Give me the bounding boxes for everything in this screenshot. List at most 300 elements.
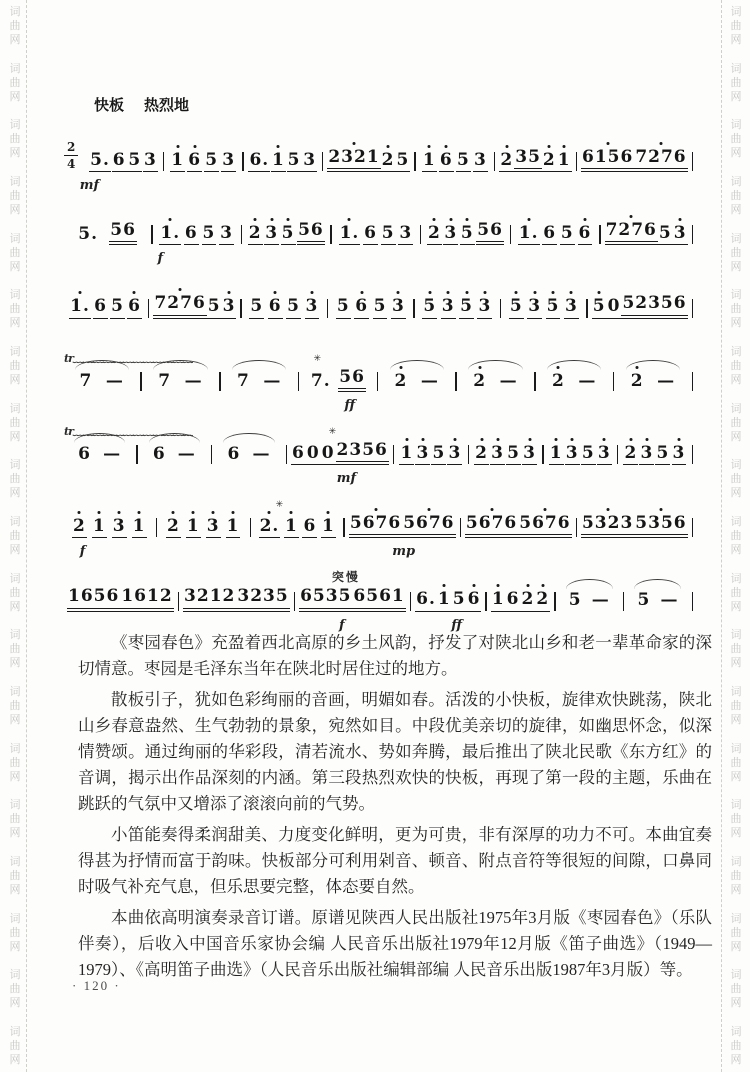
star-mark: ✳ — [328, 425, 337, 436]
barline — [623, 592, 624, 611]
note: 3235 — [236, 586, 289, 611]
watermark-text — [5, 573, 25, 613]
watermark-char: 曲 — [9, 756, 21, 769]
note: 5 — [560, 223, 575, 245]
dashed-border-left — [26, 0, 27, 1072]
watermark-text — [726, 856, 746, 896]
barline — [554, 592, 555, 611]
measure-row — [64, 140, 694, 172]
note: 2 — [499, 150, 514, 172]
watermark-char: 词 — [9, 855, 21, 868]
note: 5 — [422, 296, 437, 318]
measure — [64, 442, 135, 465]
note: 7 — [79, 370, 93, 391]
measure — [557, 588, 622, 611]
note: 6 — [268, 296, 283, 318]
barline — [393, 445, 394, 464]
watermark-text — [5, 856, 25, 896]
measure-row — [64, 218, 694, 245]
watermark-char: 词 — [9, 629, 21, 642]
watermark-char: 词 — [9, 459, 21, 472]
watermark-char: 词 — [730, 685, 742, 698]
watermark-text — [726, 459, 746, 499]
note: 3 — [222, 296, 237, 318]
watermark-text — [5, 119, 25, 159]
watermark-char: 网 — [730, 713, 742, 726]
barline — [298, 372, 299, 391]
watermark-char: 词 — [730, 629, 742, 642]
watermark-char: 网 — [730, 317, 742, 330]
paragraph-intro: 《枣园春色》充盈着西北高原的乡土风韵，抒发了对陕北山乡和老一辈革命家的深切情意。枣园是毛泽东当年在陕北时居住过的地方。 — [78, 633, 712, 678]
barline — [510, 225, 511, 244]
note: — — [252, 443, 271, 464]
watermark-char: 曲 — [9, 983, 21, 996]
note: 3 — [597, 443, 612, 465]
note: 2 — [542, 150, 557, 172]
barline — [692, 152, 693, 171]
note: 1 — [437, 589, 452, 611]
watermark-char: 曲 — [730, 586, 742, 599]
note: 3 — [443, 223, 458, 245]
watermark-char: 曲 — [730, 869, 742, 882]
watermark-char: 曲 — [730, 756, 742, 769]
watermark-char: 网 — [9, 1053, 21, 1066]
watermark-text — [5, 799, 25, 839]
watermark-char: 网 — [730, 883, 742, 896]
note: 6535 — [299, 586, 352, 611]
measure — [64, 514, 155, 538]
note: 5 — [509, 296, 524, 318]
note: 3 — [112, 516, 127, 538]
watermark-char: 词 — [9, 345, 21, 358]
watermark-text — [726, 913, 746, 953]
note: 5 — [431, 443, 446, 465]
note: 5676 — [518, 513, 571, 538]
watermark-char: 词 — [9, 572, 21, 585]
watermark-char: 曲 — [9, 303, 21, 316]
note: 5 — [506, 443, 521, 465]
music-line — [64, 570, 694, 633]
note: 2 — [552, 370, 565, 391]
watermark-char: 词 — [730, 119, 742, 132]
watermark-char: 词 — [730, 402, 742, 415]
note: 5 — [581, 443, 596, 465]
note: 6 — [578, 223, 593, 245]
note: 1 — [491, 589, 506, 611]
note: 0 — [306, 443, 321, 465]
note: 2 — [474, 443, 489, 465]
note: 2 — [630, 370, 644, 391]
note: 1 — [186, 516, 201, 538]
note: 56 — [338, 367, 366, 392]
music-line — [64, 351, 694, 413]
note: 1. — [69, 296, 91, 318]
measure — [64, 369, 139, 392]
watermark-char: 词 — [9, 515, 21, 528]
note: 3212 — [183, 586, 236, 611]
note: 56 — [476, 220, 504, 245]
music-line — [64, 127, 694, 193]
watermark-char: 词 — [9, 969, 21, 982]
note: 6 — [127, 296, 142, 318]
note: 56 — [109, 220, 137, 245]
watermark-char: 网 — [730, 34, 742, 46]
note: 3 — [473, 150, 488, 172]
note: 1. — [339, 223, 361, 245]
barline — [178, 592, 179, 611]
note: 2 — [521, 589, 536, 611]
watermark-text — [5, 629, 25, 669]
measure — [379, 369, 454, 392]
watermark-text — [726, 6, 746, 46]
note: 2. — [259, 516, 281, 538]
watermark-text — [5, 289, 25, 329]
tempo-marking: 快板 — [94, 98, 125, 114]
watermark-char: 曲 — [730, 473, 742, 486]
note: 1 — [170, 150, 185, 172]
watermark-char: 词 — [730, 459, 742, 472]
dashed-border-right — [721, 0, 722, 1072]
barline — [534, 372, 535, 391]
trill-mark: tr﹏﹏﹏﹏﹏﹏﹏﹏﹏﹏﹏﹏ — [64, 351, 193, 365]
watermark-char: 网 — [730, 260, 742, 273]
barline — [455, 372, 456, 391]
watermark-char: 曲 — [730, 643, 742, 656]
watermark-char: 词 — [9, 289, 21, 302]
measure — [422, 218, 508, 245]
barline — [343, 518, 344, 537]
watermark-char: 词 — [9, 175, 21, 188]
watermark-char: 词 — [9, 742, 21, 755]
watermark-char: 词 — [9, 232, 21, 245]
note: 6 — [542, 223, 557, 245]
note: 6 — [354, 296, 369, 318]
watermark-char: 网 — [9, 713, 21, 726]
watermark-text — [5, 913, 25, 953]
measure — [296, 584, 409, 611]
note: 3 — [639, 443, 654, 465]
barline — [576, 518, 577, 537]
watermark-char: 网 — [730, 827, 742, 840]
barline — [136, 445, 137, 464]
note: 5 — [637, 590, 651, 611]
watermark-char: 网 — [730, 90, 742, 103]
note: — — [105, 370, 124, 391]
note: 2 — [535, 589, 550, 611]
watermark-char: 网 — [9, 203, 21, 216]
watermark-char: 网 — [730, 940, 742, 953]
watermark-char: 网 — [730, 1053, 742, 1066]
barline — [692, 299, 693, 318]
note: 3 — [564, 296, 579, 318]
note: 5 — [204, 150, 219, 172]
paragraph-source: 本曲依高明演奏录音订谱。原谱见陕西人民出版社1975年3月版《枣园春色》（乐队伴奏），后收入中国音乐家协会编 人民音乐出版社1979年12月版《笛子曲选》（1949—1979）、《高明笛子曲选》（人民音乐出版社编辑部编 人民音乐出版1987年3月版）等。 — [78, 908, 712, 979]
barline — [542, 445, 543, 464]
measure — [243, 218, 329, 245]
watermark-char: 曲 — [9, 473, 21, 486]
note: 2 — [473, 370, 487, 391]
barline — [460, 518, 461, 537]
watermark-char: 词 — [730, 799, 742, 812]
watermark-text — [726, 346, 746, 386]
watermark-text — [5, 346, 25, 386]
barline — [211, 445, 212, 464]
measure-row — [64, 291, 694, 318]
watermark-text — [5, 63, 25, 103]
watermark-text — [726, 119, 746, 159]
watermark-char: 曲 — [730, 1039, 742, 1052]
measure — [412, 587, 484, 611]
note: — — [184, 370, 203, 391]
note: 5 — [568, 590, 582, 611]
watermark-char: 词 — [9, 119, 21, 132]
measure — [85, 148, 161, 172]
note: 3 — [219, 223, 234, 245]
watermark-char: 网 — [730, 600, 742, 613]
watermark-char: 曲 — [9, 529, 21, 542]
dynamics-mark: ff — [344, 397, 356, 413]
watermark-text — [5, 459, 25, 499]
watermark-text — [5, 516, 25, 556]
watermark-char: 曲 — [9, 699, 21, 712]
barline — [286, 445, 287, 464]
watermark-char: 词 — [730, 345, 742, 358]
note: 0 — [607, 296, 622, 318]
dynamics-mark: mf — [336, 471, 357, 486]
note: 7 — [237, 370, 250, 391]
tempo-heading — [94, 94, 694, 115]
note: 6 — [78, 443, 91, 464]
note: 7 — [158, 370, 172, 391]
watermark-char: 曲 — [730, 246, 742, 259]
measure — [243, 294, 326, 318]
measure — [470, 441, 541, 465]
note: 7276 — [153, 293, 206, 318]
trill-mark: tr﹏﹏﹏﹏﹏﹏﹏﹏﹏﹏﹏﹏ — [64, 424, 193, 438]
note: 3 — [264, 223, 279, 245]
watermark-char: 网 — [9, 997, 21, 1010]
paragraph-performance-tips: 小笛能奏得柔润甜美、力度变化鲜明，更为可贵，非有深厚的功力不可。本曲宜奏得甚为抒情而富于韵味。快板部分可利用剁音、顿音、附点音符等很短的间隙，口鼻同时吸气补充气息，但乐思要完整，体态要自然。 — [78, 825, 712, 896]
note: 6 — [302, 516, 317, 538]
measure-row — [64, 511, 694, 538]
note: 5 — [459, 296, 474, 318]
note: 5 — [592, 296, 607, 318]
note: 3 — [673, 223, 688, 245]
watermark-char: 网 — [9, 657, 21, 670]
barline — [156, 518, 157, 537]
measure — [395, 441, 466, 465]
star-mark: ✳ — [275, 499, 284, 509]
watermark-char: 词 — [9, 6, 21, 18]
note: 3 — [477, 296, 492, 318]
measure — [537, 369, 612, 392]
measure — [462, 511, 575, 538]
note: 0 — [321, 443, 336, 465]
note: 1 — [549, 443, 564, 465]
measure — [417, 148, 493, 172]
note: 3 — [672, 443, 687, 465]
note: 5 — [658, 223, 673, 245]
measure — [619, 441, 690, 465]
watermark-text — [5, 403, 25, 443]
watermark-text — [726, 516, 746, 556]
barline — [241, 225, 242, 244]
note: 5 — [286, 296, 301, 318]
watermark-char: 网 — [9, 600, 21, 613]
measure — [578, 145, 691, 172]
measure — [300, 365, 375, 392]
measure — [333, 221, 419, 245]
watermark-text — [726, 743, 746, 783]
note: — — [499, 370, 518, 391]
note: 5 — [452, 589, 467, 611]
note: 1 — [321, 516, 336, 538]
watermark-char: 词 — [730, 6, 742, 18]
note: 3 — [565, 443, 580, 465]
watermark-char: 词 — [730, 742, 742, 755]
barline — [617, 445, 618, 464]
watermark-char: 网 — [730, 203, 742, 216]
note: 5. — [78, 224, 98, 244]
watermark-text — [5, 969, 25, 1009]
watermark-char: 词 — [9, 912, 21, 925]
note: 7. — [310, 370, 331, 391]
watermark-char: 网 — [9, 147, 21, 160]
measure — [64, 294, 147, 318]
watermark-char: 曲 — [730, 416, 742, 429]
watermark-char: 词 — [730, 232, 742, 245]
note: 3 — [441, 296, 456, 318]
measure — [150, 291, 239, 318]
measure — [625, 588, 690, 611]
barline — [163, 152, 164, 171]
measure — [329, 294, 412, 318]
note: 3 — [391, 296, 406, 318]
barline — [414, 152, 415, 171]
barline — [500, 299, 501, 318]
note: 5 — [110, 296, 125, 318]
barline — [420, 225, 421, 244]
watermark-char: 曲 — [730, 926, 742, 939]
measure — [64, 584, 177, 611]
watermark-char: 曲 — [730, 699, 742, 712]
watermark-char: 曲 — [730, 133, 742, 146]
note: 6156 — [581, 147, 634, 172]
note: 5 — [381, 223, 396, 245]
dynamics-mark: f — [79, 544, 86, 560]
measure — [346, 511, 459, 538]
watermark-char: 网 — [730, 487, 742, 500]
music-line — [64, 278, 694, 318]
barline — [151, 225, 152, 244]
note: 5676 — [402, 513, 455, 538]
watermark-char: 网 — [730, 147, 742, 160]
watermark-char: 词 — [9, 685, 21, 698]
dynamics-mark: f — [338, 617, 345, 633]
paragraph-structure: 散板引子，犹如色彩绚丽的音画，明媚如春。活泼的小快板，旋律欢快跳荡，陕北山乡春意盎然、生气勃勃的景象，宛然如目。中段优美亲切的旋律，如幽思怀念，似深情赞颂。通过绚丽的华彩段，清若流水、势如奔腾，最后推出了陕北民歌《东方红》的音调，揭示出作品深刻的内涵。第三段热烈欢快的快板，再现了第一段的主题，乐曲在跳跃的气氛中又增添了滚滚向前的气势。 — [78, 690, 712, 813]
note: 3 — [415, 443, 430, 465]
time-signature-numerator: 2 — [64, 140, 78, 156]
measure — [143, 369, 218, 392]
barline — [330, 225, 331, 244]
note: 5. — [89, 150, 111, 172]
watermark-text — [726, 799, 746, 839]
note: 6 — [439, 150, 454, 172]
note: 6 — [187, 150, 202, 172]
note: 5 — [655, 443, 670, 465]
description-text-section — [78, 630, 712, 988]
note: 5 — [396, 150, 411, 172]
watermark-char: 词 — [730, 515, 742, 528]
note: 3 — [490, 443, 505, 465]
tempo-change-label: 突慢 — [331, 570, 360, 585]
note: 5 — [249, 296, 264, 318]
barline — [494, 152, 495, 171]
note: 5 — [460, 223, 475, 245]
note: 1656 — [67, 586, 120, 611]
note: 1 — [226, 516, 241, 538]
note: 3 — [221, 150, 236, 172]
watermark-char: 曲 — [9, 189, 21, 202]
measure-row — [64, 365, 694, 392]
note: 6 — [152, 443, 166, 464]
note: 2 — [427, 223, 442, 245]
note: 6 — [506, 589, 521, 611]
watermark-char: 词 — [730, 175, 742, 188]
watermark-char: 词 — [9, 1025, 21, 1038]
barline — [692, 225, 693, 244]
watermark-text — [726, 969, 746, 1009]
note: 2 — [623, 443, 638, 465]
note: 6 — [93, 296, 108, 318]
dynamics-mark: mp — [392, 544, 416, 560]
watermark-char: 网 — [9, 487, 21, 500]
note: — — [420, 370, 439, 391]
barline — [410, 592, 411, 611]
note: 2 — [394, 370, 408, 391]
watermark-char: 网 — [730, 430, 742, 443]
watermark-char: 词 — [730, 912, 742, 925]
note: — — [660, 590, 679, 611]
measure — [602, 218, 691, 245]
note: 52356 — [621, 293, 687, 318]
watermark-char: 曲 — [730, 20, 742, 32]
note: 2 — [72, 516, 87, 538]
watermark-text — [726, 573, 746, 613]
watermark-char: 曲 — [9, 586, 21, 599]
watermark-text — [726, 233, 746, 273]
watermark-char: 曲 — [9, 813, 21, 826]
watermark-char: 词 — [730, 62, 742, 75]
watermark-char: 曲 — [730, 189, 742, 202]
watermark-char: 词 — [9, 62, 21, 75]
watermark-text — [5, 686, 25, 726]
watermark-text — [726, 686, 746, 726]
barline — [468, 445, 469, 464]
note: 2 — [248, 223, 263, 245]
note: 5676 — [349, 513, 402, 538]
measure — [615, 369, 690, 392]
watermark-char: 网 — [730, 657, 742, 670]
note: 1. — [159, 223, 181, 245]
note: 6 — [363, 223, 378, 245]
measure — [165, 148, 241, 172]
note: 2321 — [327, 147, 380, 172]
watermark-text — [5, 1026, 25, 1066]
note: — — [177, 443, 196, 464]
note: — — [591, 590, 610, 611]
watermark-char: 网 — [730, 997, 742, 1010]
